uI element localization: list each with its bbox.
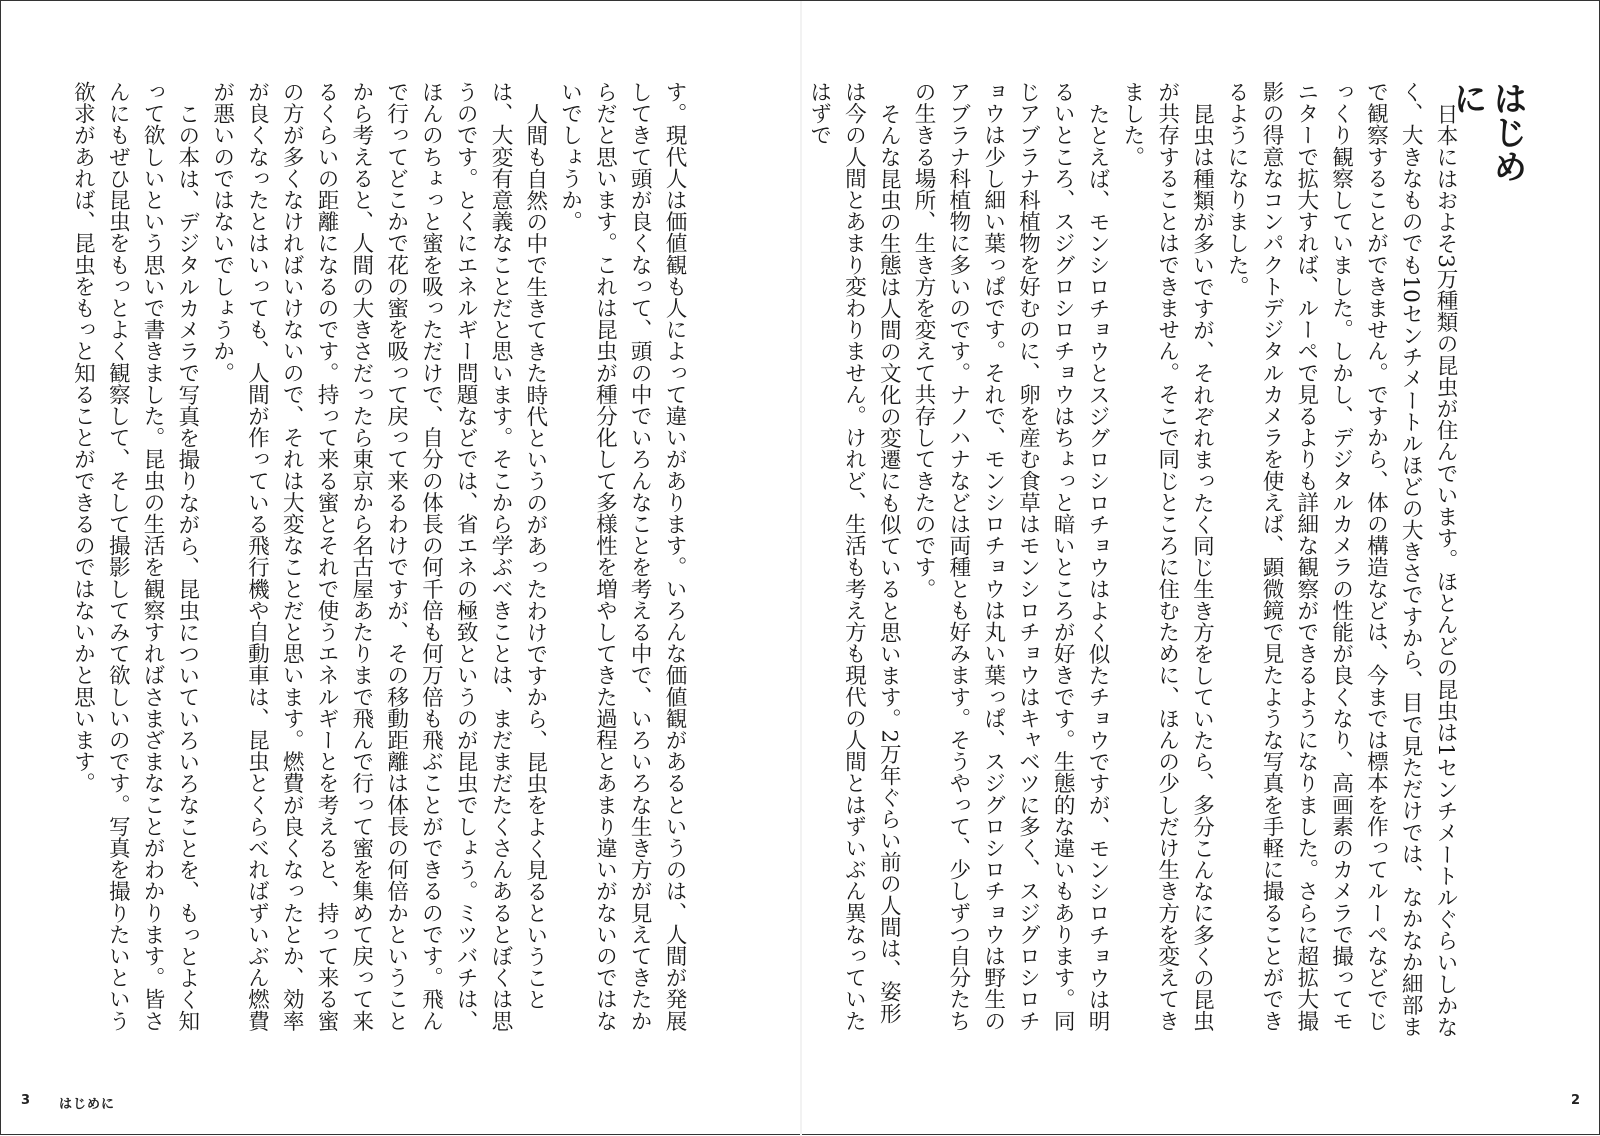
right-page	[801, 1, 1600, 1136]
paragraph: そんな昆虫の生態は人間の文化の変遷にも似ていると思います。2万年ぐらい前の人間は、姿形は今の人間とあまり変わりません。けれど、生活も考え方も現代の人間とはずいぶん異なっていたはずで	[806, 81, 902, 1032]
paragraph: 日本にはおよそ3万種類の昆虫が住んでいます。ほとんどの昆虫は1センチメートルぐらいしかなく、大きなものでも10センチメートルほどの大きさですから、目で見ただけでは、なかなか細部まで観察することができません。ですから、体の構造などは、今までは標本を作ってルーペなどでじっくり観察していました。しかし、デジタルカメラの性能が良くなり、高画素のカメラで撮ってモニターで拡大すれば、ルーペで見るよりも詳細な観察ができるようになりました。さらに超拡大撮影の得意なコンパクトデジタルカメラを使えば、顕微鏡で見たような写真を手軽に撮ることができるようになりました。	[1224, 81, 1458, 1038]
left-page-body	[70, 81, 691, 1045]
page-number: 3	[21, 1093, 32, 1108]
running-head: はじめに	[59, 1097, 116, 1112]
paragraph: 昆虫は種類が多いですが、それぞれまったく同じ生き方をしていたら、多分こんなに多くの昆虫が共存することはできません。そこで同じところに住むために、ほんの少しだけ生き方を変えてきました。	[1119, 81, 1215, 1032]
paragraph: す。現代人は価値観も人によって違いがあります。いろんな価値観があるというのは、人間が発展してきて頭が良くなって、頭の中でいろんなことを考える中で、いろいろな生き方が見えてきたからだと思います。これは昆虫が種分化して多様性を増やしてきた過程とあまり違いがないのではないでしょうか。	[557, 81, 687, 1032]
paragraph: この本は、デジタルカメラで写真を撮りながら、昆虫についていろいろなことを、もっとよく知って欲しいという思いで書きました。昆虫の生活を観察すればさまざまなことがわかります。皆さんにもぜひ昆虫をもっとよく観察して、そして撮影してみて欲しいのです。写真を撮りたいという欲求があれば、昆虫をもっと知ることができるのではないかと思います。	[70, 81, 200, 1032]
paragraph: たとえば、モンシロチョウとスジグロシロチョウはよく似たチョウですが、モンシロチョウは明るいところ、スジグロシロチョウはちょっと暗いところが好きです。生態的な違いもあります。同じアブラナ科植物を好むのに、卵を産む食草はモンシロチョウはキャベツに多く、スジグロシロチョウは少し細い葉っぱです。それで、モンシロチョウは丸い葉っぱ、スジグロシロチョウは野生のアブラナ科植物に多いのです。ナノハナなどは両種とも好みます。そうやって、少しずつ自分たちの生きる場所、生き方を変えて共存してきたのです。	[911, 81, 1111, 1032]
paragraph: 人間も自然の中で生きてきた時代というのがあったわけですから、昆虫をよく見るということは、大変有意義なことだと思います。そこから学ぶべきことは、まだまだたくさんあるとぼくは思うのです。とくにエネルギー問題などでは、省エネの極致というのが昆虫でしょう。ミツバチは、ほんのちょっと蜜を吸っただけで、自分の体長の何千倍も何万倍も飛ぶことができるのです。飛んで行ってどこかで花の蜜を吸って戻って来るわけですが、その移動距離は体長の何倍かということから考えると、人間の大きさだったら東京から名古屋あたりまで飛んで行って蜜を集めて戻って来るくらいの距離になるのです。持って来る蜜とそれで使うエネルギーとを考えると、持って来る蜜の方が多くなければいけないので、それは大変なことだと思います。燃費が良くなったとか、効率が良くなったとはいっても、人間が作っている飛行機や自動車は、昆虫とくらべればずいぶん燃費が悪いのではないでしょうか。	[209, 81, 548, 1032]
page-number: 2	[1570, 1093, 1581, 1108]
left-page	[1, 1, 801, 1136]
right-page-body	[806, 81, 1462, 1045]
page-title: はじめに	[1447, 81, 1527, 183]
